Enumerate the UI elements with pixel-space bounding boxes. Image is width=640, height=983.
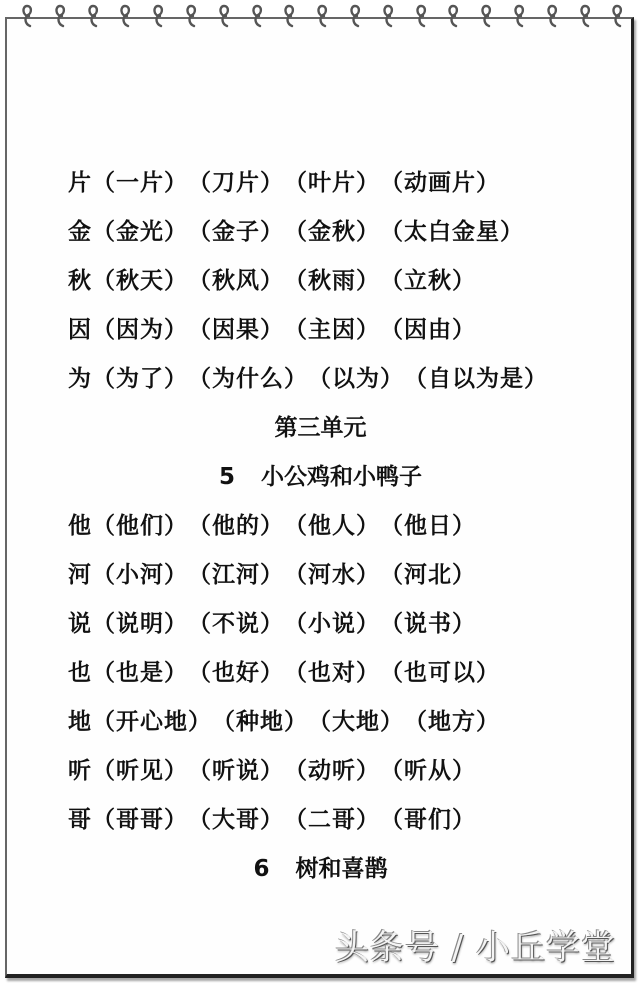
- word-item: （哥们）: [380, 806, 476, 833]
- lesson-title: 树和喜鹊: [295, 855, 388, 882]
- watermark: 头条号 / 小丘学堂: [334, 928, 616, 968]
- spiral-binding: [0, 0, 640, 40]
- word-item: （秋风）: [188, 267, 284, 294]
- word-item: （哥哥）: [92, 806, 188, 833]
- vocab-row: [68, 599, 588, 648]
- word-item: （江河）: [188, 561, 284, 588]
- spiral-ring-icon: [512, 3, 526, 29]
- word-item: （不说）: [188, 610, 284, 637]
- word-item: （说书）: [380, 610, 476, 637]
- word-item: （小河）: [92, 561, 188, 588]
- head-character: 他: [68, 512, 92, 539]
- vocab-row: [68, 746, 588, 795]
- vocab-row: [68, 256, 588, 305]
- spiral-ring-icon: [86, 3, 100, 29]
- spiral-ring-icon: [151, 3, 165, 29]
- word-item: （刀片）: [188, 169, 284, 196]
- word-item: （也是）: [92, 659, 188, 686]
- vocabulary-content: [68, 158, 588, 893]
- word-item: （他的）: [188, 512, 284, 539]
- word-item: （他们）: [92, 512, 188, 539]
- word-item: （为什么）: [188, 365, 308, 392]
- head-character: 说: [68, 610, 92, 637]
- unit-title: [68, 403, 573, 452]
- head-character: 河: [68, 561, 92, 588]
- lesson-number: 6: [253, 856, 270, 882]
- word-item: （种地）: [212, 708, 308, 735]
- vocab-row: [68, 697, 588, 746]
- word-item: （因由）: [380, 316, 476, 343]
- vocab-row: [68, 501, 588, 550]
- lesson-heading-6: [68, 844, 573, 893]
- word-item: （地方）: [404, 708, 500, 735]
- word-item: （一片）: [92, 169, 188, 196]
- vocab-row: [68, 550, 588, 599]
- word-item: （动听）: [284, 757, 380, 784]
- lesson-heading-5: [68, 452, 573, 501]
- head-character: 地: [68, 708, 92, 735]
- spiral-ring-icon: [250, 3, 264, 29]
- word-item: （金子）: [188, 218, 284, 245]
- word-item: （听见）: [92, 757, 188, 784]
- head-character: 听: [68, 757, 92, 784]
- word-item: （金秋）: [284, 218, 380, 245]
- spiral-ring-icon: [578, 3, 592, 29]
- head-character: 秋: [68, 267, 92, 294]
- word-item: （开心地）: [92, 708, 212, 735]
- spiral-ring-icon: [53, 3, 67, 29]
- word-item: （因为）: [92, 316, 188, 343]
- word-item: （秋雨）: [284, 267, 380, 294]
- spiral-ring-icon: [20, 3, 34, 29]
- head-character: 为: [68, 365, 92, 392]
- word-item: （二哥）: [284, 806, 380, 833]
- word-item: （听从）: [380, 757, 476, 784]
- unit-title-text: 第三单元: [274, 414, 367, 441]
- head-character: 金: [68, 218, 92, 245]
- vocab-row: [68, 648, 588, 697]
- word-item: （立秋）: [380, 267, 476, 294]
- word-item: （也对）: [284, 659, 380, 686]
- word-item: （他日）: [380, 512, 476, 539]
- spiral-ring-icon: [348, 3, 362, 29]
- word-item: （自以为是）: [404, 365, 548, 392]
- spiral-ring-icon: [545, 3, 559, 29]
- spiral-ring-icon: [282, 3, 296, 29]
- head-character: 哥: [68, 806, 92, 833]
- word-item: （以为）: [308, 365, 404, 392]
- head-character: 因: [68, 316, 92, 343]
- spiral-ring-icon: [610, 3, 624, 29]
- word-item: （他人）: [284, 512, 380, 539]
- word-item: （听说）: [188, 757, 284, 784]
- word-item: （金光）: [92, 218, 188, 245]
- word-item: （因果）: [188, 316, 284, 343]
- word-item: （小说）: [284, 610, 380, 637]
- word-item: （为了）: [92, 365, 188, 392]
- vocab-row: [68, 354, 588, 403]
- spiral-ring-icon: [184, 3, 198, 29]
- word-item: （秋天）: [92, 267, 188, 294]
- spiral-ring-icon: [118, 3, 132, 29]
- vocab-row: [68, 158, 588, 207]
- word-item: （大哥）: [188, 806, 284, 833]
- word-item: （太白金星）: [380, 218, 524, 245]
- spiral-ring-icon: [446, 3, 460, 29]
- vocab-row: [68, 207, 588, 256]
- vocab-row: [68, 305, 588, 354]
- word-item: （主因）: [284, 316, 380, 343]
- vocab-row: [68, 795, 588, 844]
- spiral-ring-icon: [217, 3, 231, 29]
- word-item: （河水）: [284, 561, 380, 588]
- head-character: 也: [68, 659, 92, 686]
- word-item: （河北）: [380, 561, 476, 588]
- word-item: （叶片）: [284, 169, 380, 196]
- head-character: 片: [68, 169, 92, 196]
- word-item: （说明）: [92, 610, 188, 637]
- lesson-number: 5: [218, 464, 235, 490]
- word-item: （大地）: [308, 708, 404, 735]
- spiral-ring-icon: [381, 3, 395, 29]
- word-item: （也好）: [188, 659, 284, 686]
- word-item: （动画片）: [380, 169, 500, 196]
- spiral-ring-icon: [414, 3, 428, 29]
- spiral-ring-icon: [315, 3, 329, 29]
- spiral-ring-icon: [479, 3, 493, 29]
- lesson-title: 小公鸡和小鸭子: [261, 463, 422, 490]
- word-item: （也可以）: [380, 659, 500, 686]
